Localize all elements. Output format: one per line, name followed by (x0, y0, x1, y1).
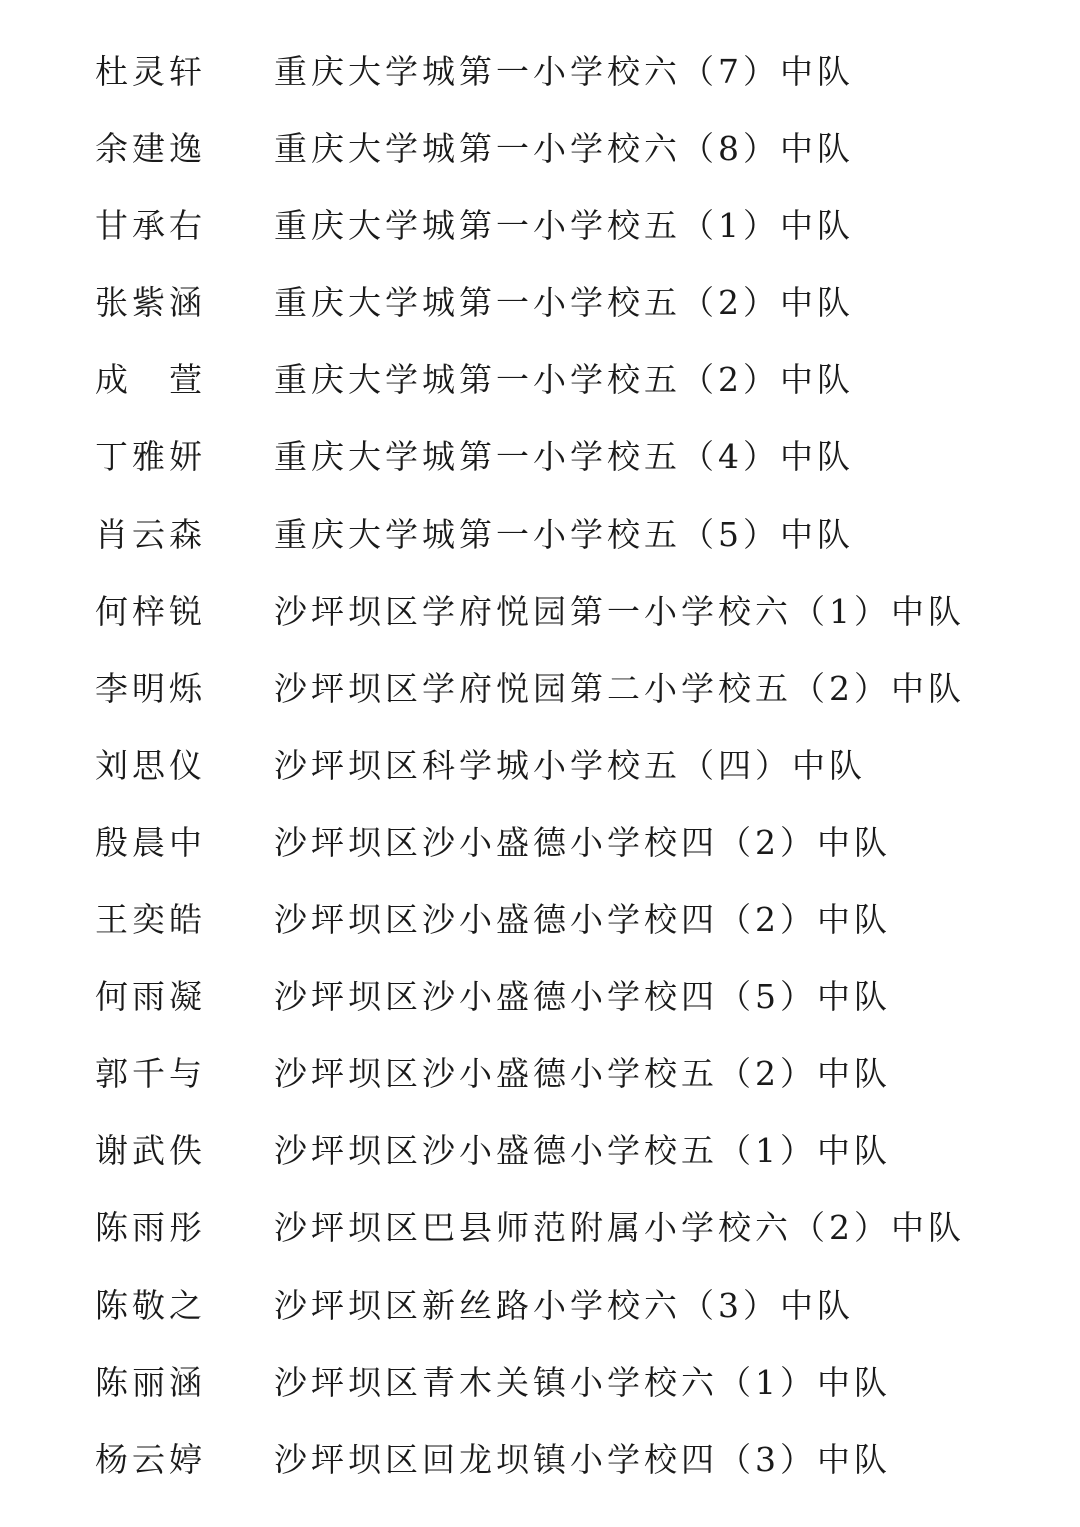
student-name: 殷晨中 (95, 822, 205, 862)
student-name: 陈丽涵 (95, 1362, 205, 1402)
student-name: 杜灵轩 (95, 52, 205, 91)
school-unit: 重庆大学城第一小学校五（1）中队 (274, 206, 854, 246)
student-name: 丁雅妍 (95, 437, 205, 477)
student-name: 刘思仪 (95, 745, 205, 785)
school-unit: 沙坪坝区巴县师范附属小学校六（2）中队 (274, 1208, 965, 1248)
list-item (0, 804, 1080, 881)
list-item (0, 1267, 1080, 1344)
school-unit: 沙坪坝区沙小盛德小学校五（2）中队 (274, 1054, 891, 1094)
school-unit: 重庆大学城第一小学校五（2）中队 (274, 283, 854, 323)
list-item (0, 110, 1080, 187)
student-name: 甘承右 (95, 206, 205, 246)
list-item (0, 727, 1080, 804)
list-item (0, 341, 1080, 418)
school-unit: 沙坪坝区青木关镇小学校六（1）中队 (274, 1362, 891, 1402)
list-item (0, 1344, 1080, 1421)
student-name: 张紫涵 (95, 283, 205, 323)
list-item (0, 650, 1080, 727)
student-name: 成 萱 (95, 360, 205, 400)
school-unit: 沙坪坝区沙小盛德小学校四（2）中队 (274, 900, 891, 940)
list-item (0, 1112, 1080, 1189)
school-unit: 沙坪坝区学府悦园第一小学校六（1）中队 (274, 591, 965, 631)
list-item (0, 418, 1080, 495)
school-unit: 重庆大学城第一小学校六（8）中队 (274, 129, 854, 169)
list-item (0, 496, 1080, 573)
list-item (0, 881, 1080, 958)
school-unit: 重庆大学城第一小学校五（2）中队 (274, 360, 854, 400)
student-name: 王奕皓 (95, 900, 205, 940)
student-name: 何梓锐 (95, 591, 205, 631)
school-unit: 重庆大学城第一小学校六（7）中队 (274, 52, 854, 91)
list-item (0, 1421, 1080, 1498)
list-item (0, 573, 1080, 650)
student-name: 郭千与 (95, 1054, 205, 1094)
student-name: 肖云森 (95, 514, 205, 554)
school-unit: 重庆大学城第一小学校五（4）中队 (274, 437, 854, 477)
school-unit: 沙坪坝区沙小盛德小学校四（2）中队 (274, 822, 891, 862)
student-name: 陈敬之 (95, 1285, 205, 1325)
school-unit: 沙坪坝区新丝路小学校六（3）中队 (274, 1285, 854, 1325)
list-item (0, 1189, 1080, 1266)
list-item (0, 33, 1080, 110)
school-unit: 沙坪坝区科学城小学校五（四）中队 (274, 745, 866, 785)
school-unit: 沙坪坝区沙小盛德小学校五（1）中队 (274, 1131, 891, 1171)
list-item (0, 187, 1080, 264)
student-name: 杨云婷 (95, 1439, 205, 1479)
student-name: 何雨凝 (95, 977, 205, 1017)
school-unit: 沙坪坝区回龙坝镇小学校四（3）中队 (274, 1439, 891, 1479)
student-name: 余建逸 (95, 129, 205, 169)
list-item (0, 958, 1080, 1035)
list-item (0, 264, 1080, 341)
school-unit: 沙坪坝区学府悦园第二小学校五（2）中队 (274, 668, 965, 708)
school-unit: 沙坪坝区沙小盛德小学校四（5）中队 (274, 977, 891, 1017)
student-name: 李明烁 (95, 668, 205, 708)
school-unit: 重庆大学城第一小学校五（5）中队 (274, 514, 854, 554)
student-name: 谢武佚 (95, 1131, 205, 1171)
list-item (0, 1035, 1080, 1112)
honor-list (0, 33, 1080, 1498)
student-name: 陈雨彤 (95, 1208, 205, 1248)
